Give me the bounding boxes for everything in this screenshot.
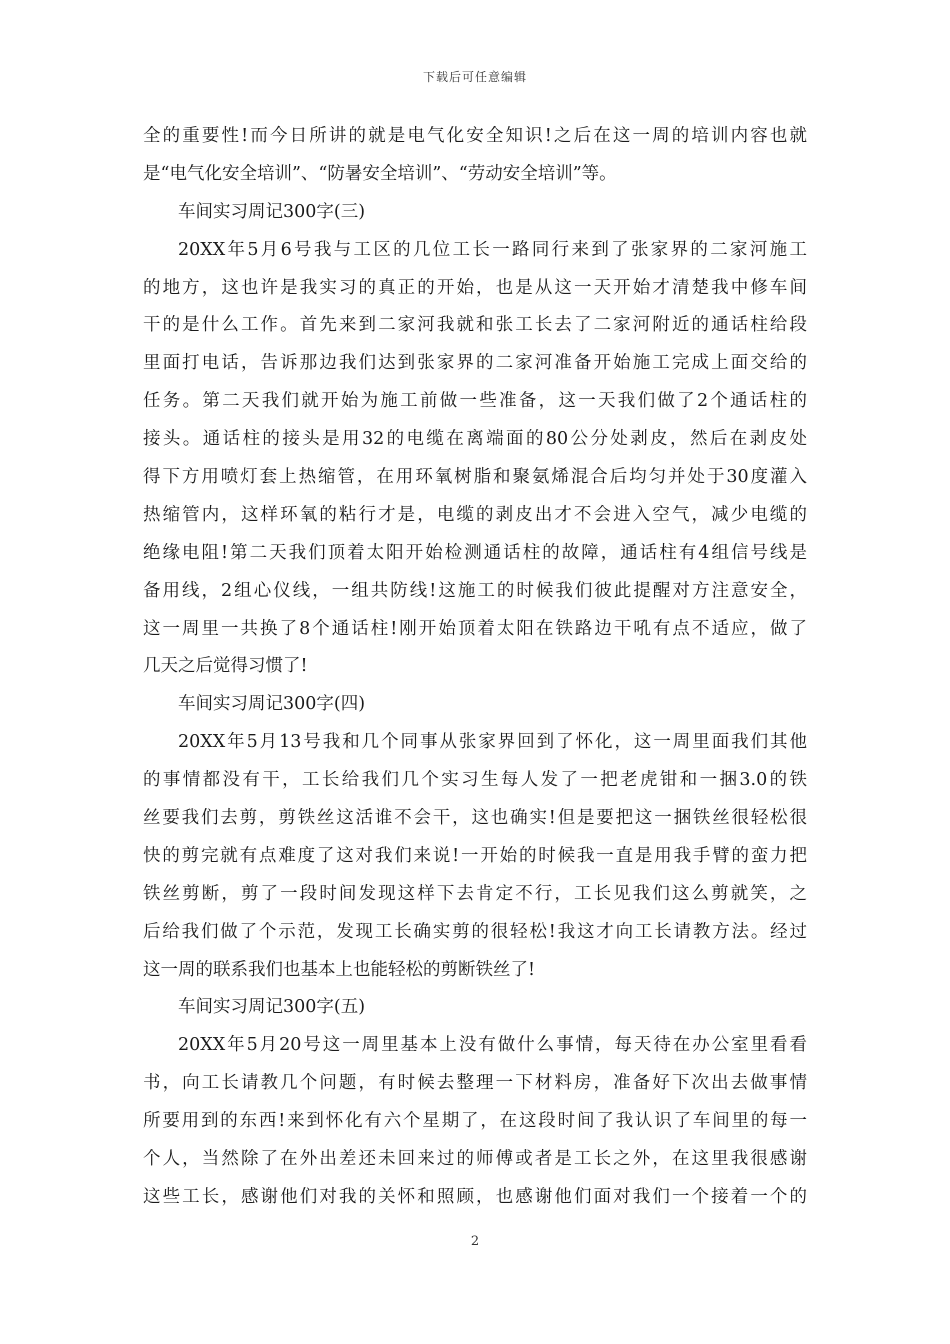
paragraph-line: 接头。通话柱的接头是用32的电缆在离端面的80公分处剥皮，然后在剥皮处 xyxy=(143,429,807,450)
paragraph-line: 20XX年5月20号这一周里基本上没有做什么事情，每天待在办公室里看看 xyxy=(178,1035,807,1056)
paragraph-line: 快的剪完就有点难度了这对我们来说!一开始的时候我一直是用我手臂的蛮力把 xyxy=(143,845,807,866)
paragraph-line: 热缩管内，这样环氧的粘行才是，电缆的剥皮出才不会进入空气，减少电缆的 xyxy=(143,504,807,525)
section-heading: 车间实习周记300字(四) xyxy=(178,694,366,715)
paragraph-line: 书，向工长请教几个问题，有时候去整理一下材料房，准备好下次出去做事情 xyxy=(143,1073,807,1094)
paragraph-line: 得下方用喷灯套上热缩管，在用环氧树脂和聚氨烯混合后均匀并处于30度灌入 xyxy=(143,467,807,488)
paragraph-line: 所要用到的东西!来到怀化有六个星期了，在这段时间了我认识了车间里的每一 xyxy=(143,1111,807,1132)
paragraph-line: 个人，当然除了在外出差还未回来过的师傅或者是工长之外，在这里我很感谢 xyxy=(143,1149,807,1170)
section-heading: 车间实习周记300字(五) xyxy=(178,997,366,1018)
paragraph-line: 是“电气化安全培训”、“防暑安全培训”、“劳动安全培训”等。 xyxy=(143,163,617,184)
paragraph-line: 丝要我们去剪，剪铁丝这活谁不会干，这也确实!但是要把这一捆铁丝很轻松很 xyxy=(143,808,807,829)
paragraph-line: 的地方，这也许是我实习的真正的开始，也是从这一天开始才清楚我中修车间 xyxy=(143,277,807,298)
section-heading: 车间实习周记300字(三) xyxy=(178,201,366,222)
page-header: 下载后可任意编辑 xyxy=(422,70,527,84)
paragraph-line: 任务。第二天我们就开始为施工前做一些准备，这一天我们做了2个通话柱的 xyxy=(143,391,807,412)
paragraph-line: 这些工长，感谢他们对我的关怀和照顾，也感谢他们面对我们一个接着一个的 xyxy=(143,1186,807,1207)
paragraph-line: 这一周里一共换了8个通话柱!刚开始顶着太阳在铁路边干吼有点不适应，做了 xyxy=(143,618,807,639)
paragraph-line: 几天之后觉得习惯了! xyxy=(143,656,308,677)
page-number: 2 xyxy=(470,1234,480,1249)
paragraph-line: 备用线，2组心仪线，一组共防线!这施工的时候我们彼此提醒对方注意安全， xyxy=(143,580,807,601)
paragraph-line: 20XX年5月6号我与工区的几位工长一路同行来到了张家界的二家河施工 xyxy=(178,239,807,260)
paragraph-line: 铁丝剪断，剪了一段时间发现这样下去肯定不行，工长见我们这么剪就笑，之 xyxy=(143,883,807,904)
paragraph-line: 里面打电话，告诉那边我们达到张家界的二家河准备开始施工完成上面交给的 xyxy=(143,353,807,374)
document-body xyxy=(143,118,807,1217)
paragraph-line: 全的重要性!而今日所讲的就是电气化安全知识!之后在这一周的培训内容也就 xyxy=(143,126,807,146)
paragraph-line: 绝缘电阻!第二天我们顶着太阳开始检测通话柱的故障，通话柱有4组信号线是 xyxy=(143,542,807,563)
paragraph-line: 这一周的联系我们也基本上也能轻松的剪断铁丝了! xyxy=(143,959,536,980)
paragraph-line: 干的是什么工作。首先来到二家河我就和张工长去了二家河附近的通话柱给段 xyxy=(143,315,807,336)
paragraph-line: 20XX年5月13号我和几个同事从张家界回到了怀化，这一周里面我们其他 xyxy=(178,732,807,753)
paragraph-line: 的事情都没有干，工长给我们几个实习生每人发了一把老虎钳和一捆3.0的铁 xyxy=(143,770,807,791)
paragraph-line: 后给我们做了个示范，发现工长确实剪的很轻松!我这才向工长请教方法。经过 xyxy=(143,921,807,942)
